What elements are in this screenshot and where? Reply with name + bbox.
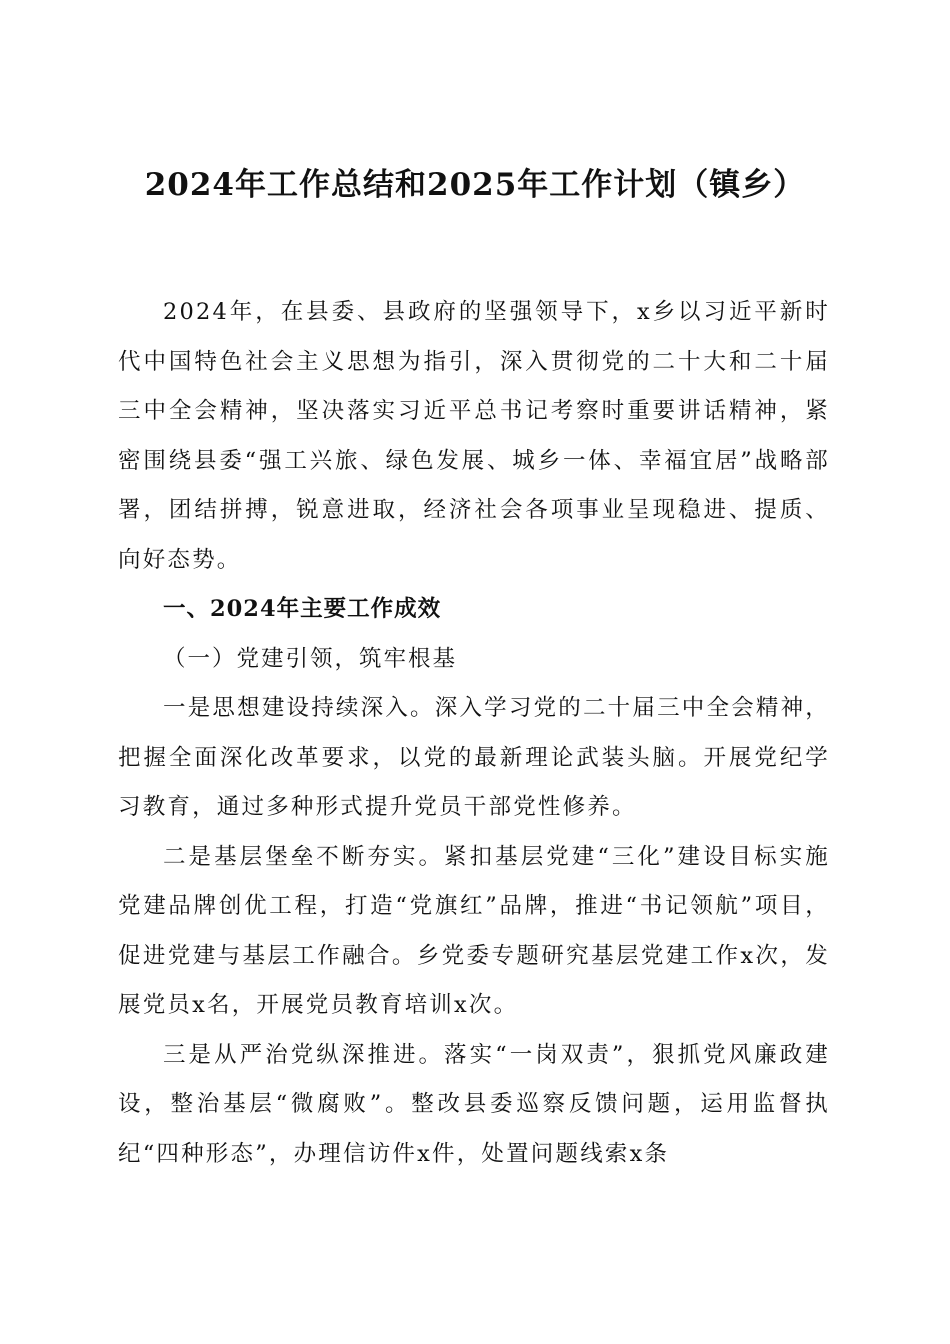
section-heading: 一、2024年主要工作成效	[163, 596, 442, 622]
intro-paragraph: 2024年，在县委、县政府的坚强领导下，x乡以习近平新时代中国特色社会主义思想为指引，深入贯彻党的二十大和二十届三中全会精神，坚决落实习近平总书记考察时重要讲话精神，紧密围绕县委“强工兴旅、绿色发展、城乡一体、幸福宜居”战略部署，团结拼搏，锐意进取，经济社会各项事业呈现稳进、提质、向好态势。	[118, 299, 830, 573]
document-title: 2024年工作总结和2025年工作计划（镇乡）	[144, 167, 806, 203]
document-body	[118, 288, 830, 1179]
subsection-heading: （一）党建引领，筑牢根基	[163, 645, 458, 672]
body-paragraph: 三是从严治党纵深推进。落实“一岗双责”，狠抓党风廉政建设，整治基层“微腐败”。整改县委巡察反馈问题，运用监督执纪“四种形态”，办理信访件x件，处置问题线索x条	[118, 1041, 830, 1167]
body-paragraph: 一是思想建设持续深入。深入学习党的二十届三中全会精神，把握全面深化改革要求，以党的最新理论武装头脑。开展党纪学习教育，通过多种形式提升党员干部党性修养。	[118, 695, 830, 820]
body-paragraph: 二是基层堡垒不断夯实。紧扣基层党建“三化”建设目标实施党建品牌创优工程，打造“党旗红”品牌，推进“书记领航”项目，促进党建与基层工作融合。乡党委专题研究基层党建工作x次，发展党员x名，开展党员教育培训x次。	[118, 843, 830, 1018]
